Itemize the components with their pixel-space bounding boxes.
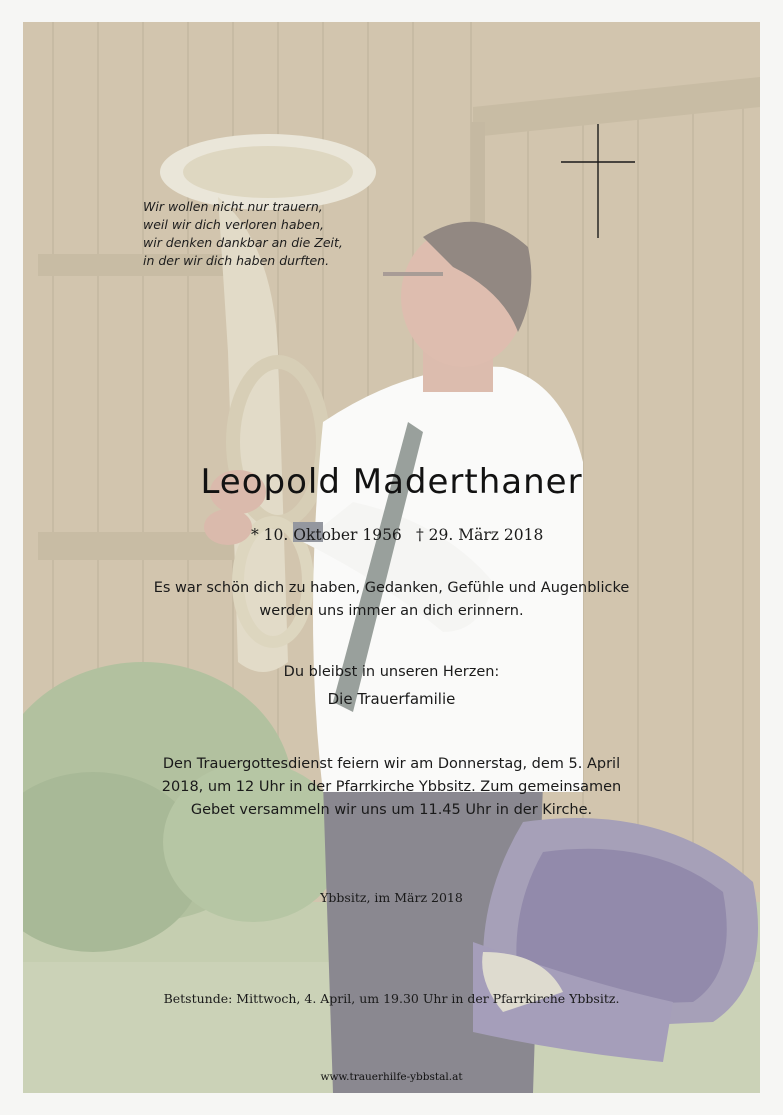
death-date: † 29. März 2018: [416, 526, 544, 544]
place-date: Ybbsitz, im März 2018: [320, 890, 463, 905]
background-photo: [23, 22, 760, 1093]
quote-line: Wir wollen nicht nur trauern,: [143, 199, 323, 214]
deceased-name: Leopold Maderthaner: [200, 462, 583, 502]
quote-line: weil wir dich verloren haben,: [143, 217, 324, 232]
prayer-hour: Betstunde: Mittwoch, 4. April, um 19.30 Uhr in der Pfarrkirche Ybbsitz.: [163, 991, 620, 1006]
memory-text: [0, 577, 783, 623]
quote-line: in der wir dich haben durften.: [143, 253, 330, 268]
memory-line: Es war schön dich zu haben, Gedanken, Gefühle und Augenblicke: [153, 580, 630, 596]
service-line: Den Trauergottesdienst feiern wir am Donnerstag, dem 5. April: [162, 756, 621, 772]
birth-date: * 10. Oktober 1956: [251, 526, 402, 544]
service-details: [0, 753, 783, 822]
memory-line: werden uns immer an dich erinnern.: [259, 603, 524, 619]
family-signature: Die Trauerfamilie: [327, 690, 456, 708]
service-line: 2018, um 12 Uhr in der Pfarrkirche Ybbsitz. Zum gemeinsamen: [161, 779, 622, 795]
website-link[interactable]: www.trauerhilfe-ybbstal.at: [320, 1071, 463, 1083]
closing-line: Du bleibst in unseren Herzen:: [283, 664, 500, 680]
photo-light-overlay: [23, 22, 760, 1093]
memorial-quote: [143, 198, 343, 270]
cross-icon: [561, 124, 635, 238]
service-line: Gebet versammeln wir uns um 11.45 Uhr in der Kirche.: [190, 802, 593, 818]
quote-line: wir denken dankbar an die Zeit,: [143, 235, 343, 250]
